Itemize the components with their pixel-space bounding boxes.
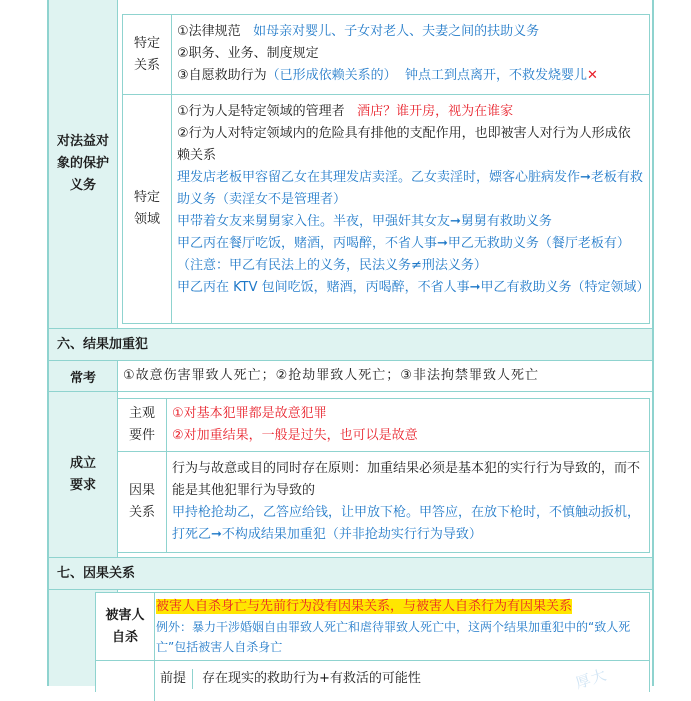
relation-line-1-example: 如母亲对婴儿、子女对老人、夫妻之间的扶助义务 (253, 24, 540, 39)
special-domain-body (177, 101, 650, 299)
label-line: 自杀 (111, 629, 138, 645)
premise-row (96, 661, 649, 701)
label-line: 特定 (133, 190, 160, 205)
duty-title-line: 义务 (69, 178, 96, 193)
relation-line-3 (177, 65, 643, 87)
subjective-line-1: ①对基本犯罪都是故意犯罪 (172, 406, 327, 421)
causation-section-block (47, 590, 654, 686)
special-domain-label (123, 95, 172, 323)
requirement-block (47, 392, 654, 557)
duty-title-line: 象的保护 (56, 156, 109, 171)
domain-example-2: 甲带着女友来舅舅家入住。半夜，甲强奸其女友➞舅舅有救助义务 (177, 214, 552, 229)
requirement-title-line: 要求 (69, 477, 96, 493)
premise-text: 存在现实的救助行为+有救活的可能性 (202, 671, 421, 686)
causation-example: 甲持枪抢劫乙，乙答应给钱，让甲放下枪。甲答应，在放下枪时，不慎触动扳机，打死乙➞不构成结果加重犯（并非抢劫实行行为导致） (172, 505, 641, 542)
victim-suicide-label (96, 593, 155, 660)
special-relation-row (123, 15, 649, 95)
special-relation-label (123, 15, 172, 94)
domain-point-1-main: ①行为人是特定领域的管理者 (177, 104, 345, 119)
document-page (47, 0, 654, 686)
label-line: 主观 (128, 406, 155, 421)
premise-label-spacer (96, 661, 155, 701)
cross-mark-icon: ✕ (586, 68, 598, 83)
duty-title-cell (49, 0, 118, 328)
premise-label: 前提 (160, 669, 193, 689)
frequent-label: 常考 (49, 361, 118, 391)
relation-line-1 (177, 21, 643, 43)
duty-block (47, 0, 654, 328)
causation-body (172, 458, 643, 546)
domain-point-2: ②行为人对特定领域内的危险具有排他的支配作用，也即被害人对行为人形成依赖关系 (177, 126, 631, 163)
watermark-logo: 厚大 (573, 665, 610, 693)
domain-example-3: 甲乙丙在餐厅吃饭，赌酒，丙喝醉，不省人事➞甲乙无救助义务（餐厅老板有）（注意：甲乙有民法上的义务，民法义务≠刑法义务） (177, 236, 630, 273)
requirement-inner-table (117, 398, 650, 553)
subjective-line-2: ②对加重结果，一般是过失，也可以是故意 (172, 428, 418, 443)
relation-line-3-main: ③自愿救助行为 (177, 68, 267, 83)
requirement-title-cell (49, 392, 118, 557)
victim-suicide-row (96, 593, 649, 661)
victim-suicide-table (95, 592, 650, 692)
causation-row (118, 452, 649, 552)
causation-label (118, 452, 167, 552)
domain-example-1: 理发店老板甲容留乙女在其理发店卖淫。乙女卖淫时，嫖客心脏病发作➞老板有救助义务（卖淫女不是管理者） (177, 170, 643, 207)
requirement-title-line: 成立 (69, 455, 96, 471)
domain-example-4: 甲乙丙在 KTV 包间吃饭，赌酒，丙喝醉，不省人事➞甲乙有救助义务（特定领域） (177, 280, 650, 295)
label-line: 被害人 (105, 607, 145, 623)
label-line: 领域 (133, 212, 160, 227)
victim-suicide-exception: 例外：暴力干涉婚姻自由罪致人死亡和虐待罪致人死亡中，这两个结果加重犯中的“致人死亡”包括被害人自杀身亡 (156, 620, 631, 654)
relation-line-2: ②职务、业务、制度规定 (177, 46, 319, 61)
domain-point-1-note: 酒店？谁开房，视为在谁家 (357, 104, 514, 119)
subjective-row (118, 399, 649, 452)
frequent-text: ①故意伤害罪致人死亡；②抢劫罪致人死亡；③非法拘禁罪致人死亡 (123, 368, 539, 383)
section-7-title: 七、因果关系 (57, 566, 136, 581)
label-line: 特定 (133, 35, 160, 51)
relation-line-3-note: （已形成依赖关系的） (266, 68, 397, 83)
section-6-title: 六、结果加重犯 (57, 337, 149, 352)
subjective-label (118, 399, 167, 451)
section-7-header (47, 557, 654, 590)
causation-principle: 行为与故意或目的同时存在原则：加重结果必须是基本犯的实行行为导致的，而不能是其他犯罪行为导致的 (172, 461, 641, 498)
duty-title-line: 对法益对 (56, 134, 109, 149)
frequent-row (47, 361, 654, 392)
label-line: 要件 (128, 428, 155, 443)
section-6-header (47, 328, 654, 361)
label-line: 关系 (128, 505, 155, 520)
special-relation-body (177, 21, 643, 87)
label-line: 因果 (128, 483, 155, 498)
label-line: 关系 (133, 57, 160, 73)
victim-suicide-rule (156, 597, 643, 617)
duty-inner-table (122, 14, 650, 324)
victim-suicide-highlight: 被害人自杀身亡与先前行为没有因果关系，与被害人自杀行为有因果关系 (156, 599, 573, 614)
special-domain-row (123, 95, 649, 323)
relation-line-3-example: 钟点工到点离开，不救发烧婴儿 (404, 68, 587, 83)
victim-suicide-body (156, 597, 643, 657)
subjective-body (172, 403, 643, 447)
domain-point-1 (177, 101, 643, 123)
relation-line-1-main: ①法律规范 (177, 24, 241, 39)
